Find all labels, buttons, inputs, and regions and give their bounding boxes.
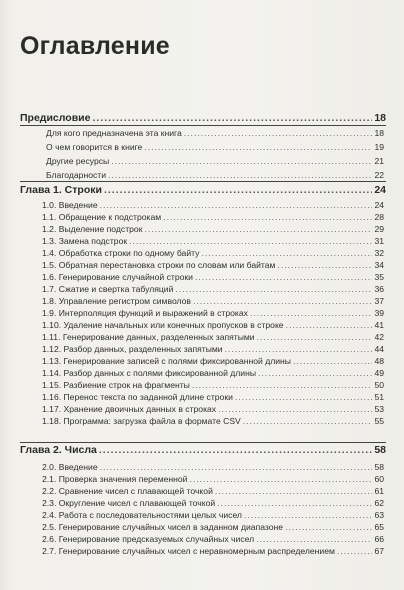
toc-entry [0, 522, 404, 532]
toc-entry [0, 224, 404, 234]
toc-entry-title: 2.0. Введение [42, 462, 98, 472]
toc-page-number: 53 [374, 404, 384, 414]
toc-entry [0, 486, 404, 496]
toc-entry [0, 332, 404, 342]
toc-entry [0, 510, 404, 520]
toc-page-number: 60 [374, 474, 384, 484]
toc-leader-dots [201, 248, 372, 258]
toc-entry-title: 2.7. Генерирование случайных чисел с неравномерным распределением [42, 546, 335, 556]
toc-entry [0, 260, 404, 270]
toc-page-number: 41 [374, 320, 384, 330]
toc-leader-dots [244, 510, 372, 520]
toc-entry [0, 474, 404, 484]
toc-leader-dots [175, 284, 372, 294]
toc-entry-title: 2.4. Работа с последовательностями целых чисел [42, 510, 242, 520]
section-rule [20, 181, 386, 182]
toc-leader-dots [293, 356, 372, 366]
toc-page-number: 22 [374, 170, 384, 180]
toc-entry-title: О чем говорится в книге [46, 142, 143, 152]
toc-leader-dots [193, 296, 372, 306]
toc-entry [0, 212, 404, 222]
toc-entry-title: 1.3. Замена подстрок [42, 236, 128, 246]
page-title: Оглавление [20, 32, 170, 60]
toc-entry-title: 1.7. Сжатие и свертка табуляций [42, 284, 174, 294]
toc-leader-dots [189, 474, 372, 484]
toc-page-number: 49 [374, 368, 384, 378]
toc-leader-dots [243, 416, 373, 426]
toc-chapter-entry [0, 184, 404, 196]
toc-entry [0, 170, 404, 180]
toc-entry-title: 1.1. Обращение к подстрокам [42, 212, 162, 222]
toc-page-number: 18 [374, 128, 384, 138]
toc-entry-title: Глава 1. Строки [20, 184, 102, 196]
section-rule [20, 125, 386, 126]
toc-page-number: 67 [374, 546, 384, 556]
toc-entry-title: Предисловие [20, 112, 91, 124]
toc-page-number: 44 [374, 344, 384, 354]
toc-leader-dots [215, 486, 373, 496]
toc-entry-title: 1.10. Удаление начальных или конечных пропусков в строке [42, 320, 284, 330]
toc-page-number: 29 [374, 224, 384, 234]
toc-entry-title: Глава 2. Числа [20, 444, 97, 456]
toc-page-number: 34 [374, 260, 384, 270]
toc-leader-dots [217, 498, 372, 508]
toc-page-number: 32 [374, 248, 384, 258]
toc-entry [0, 356, 404, 366]
toc-page-number: 63 [374, 510, 384, 520]
toc-page-number: 18 [374, 112, 386, 124]
toc-entry [0, 416, 404, 426]
toc-leader-dots [163, 212, 372, 222]
toc-leader-dots [111, 156, 372, 166]
toc-entry-title: Другие ресурсы [46, 156, 110, 166]
toc-page-number: 48 [374, 356, 384, 366]
toc-entry [0, 320, 404, 330]
toc-leader-dots [100, 200, 373, 210]
toc-entry-title: 1.4. Обработка строки по одному байту [42, 248, 200, 258]
toc-page-number: 19 [374, 142, 384, 152]
toc-entry [0, 284, 404, 294]
toc-leader-dots [100, 462, 373, 472]
toc-entry-title: 1.5. Обратная перестановка строки по словам или байтам [42, 260, 276, 270]
toc-page-number: 28 [374, 212, 384, 222]
toc-page-number: 31 [374, 236, 384, 246]
toc-page-number: 65 [374, 522, 384, 532]
toc-entry [0, 498, 404, 508]
toc-leader-dots [256, 534, 372, 544]
toc-entry-title: 2.3. Округление чисел с плавающей точкой [42, 498, 216, 508]
toc-entry [0, 308, 404, 318]
toc-entry-title: 2.1. Проверка значения переменной [42, 474, 188, 484]
toc-entry-title: 1.11. Генерирование данных, разделенных запятыми [42, 332, 255, 342]
toc-entry-title: 1.8. Управление регистром символов [42, 296, 191, 306]
toc-leader-dots [108, 170, 372, 180]
toc-entry-title: 1.14. Разбор данных с полями фиксированной длины [42, 368, 257, 378]
toc-entry-title: 1.6. Генерирование случайной строки [42, 272, 193, 282]
toc-page-number: 66 [374, 534, 384, 544]
toc-page-number: 61 [374, 486, 384, 496]
toc-entry [0, 404, 404, 414]
toc-entry-title: 1.13. Генерирование записей с полями фиксированной длины [42, 356, 291, 366]
toc-leader-dots [277, 260, 372, 270]
toc-entry-title: 1.15. Разбиение строк на фрагменты [42, 380, 190, 390]
toc-page-number: 24 [374, 200, 384, 210]
toc-entry-title: Для кого предназначена эта книга [46, 128, 182, 138]
toc-page-number: 21 [374, 156, 384, 166]
toc-chapter-entry [0, 444, 404, 456]
toc-leader-dots [337, 546, 373, 556]
toc-page-number: 62 [374, 498, 384, 508]
toc-leader-dots [285, 522, 372, 532]
toc-page-number: 36 [374, 284, 384, 294]
toc-leader-dots [184, 128, 373, 138]
toc-entry [0, 272, 404, 282]
toc-leader-dots [192, 380, 373, 390]
toc-leader-dots [258, 368, 372, 378]
toc-leader-dots [286, 320, 373, 330]
toc-entry-title: Благодарности [46, 170, 107, 180]
toc-entry [0, 392, 404, 402]
toc-page-number: 37 [374, 296, 384, 306]
toc-page-number: 55 [374, 416, 384, 426]
toc-entry [0, 142, 404, 152]
toc-entry [0, 236, 404, 246]
toc-entry-title: 1.18. Программа: загрузка файла в формате CSV [42, 416, 241, 426]
toc-entry [0, 462, 404, 472]
toc-entry [0, 200, 404, 210]
toc-entry-title: 2.6. Генерирование предсказуемых случайных чисел [42, 534, 255, 544]
toc-page-number: 58 [374, 462, 384, 472]
toc-entry [0, 128, 404, 138]
toc-page-number: 35 [374, 272, 384, 282]
toc-page-number: 50 [374, 380, 384, 390]
section-rule [20, 442, 386, 443]
toc-leader-dots [257, 332, 373, 342]
toc-entry-title: 1.9. Интерполяция функций и выражений в строках [42, 308, 248, 318]
toc-leader-dots [250, 308, 373, 318]
toc-entry-title: 2.5. Генерирование случайных чисел в заданном диапазоне [42, 522, 284, 532]
toc-leader-dots [144, 224, 372, 234]
toc-entry-title: 2.2. Сравнение чисел с плавающей точкой [42, 486, 213, 496]
toc-leader-dots [235, 392, 373, 402]
toc-leader-dots [129, 236, 372, 246]
toc-chapter-entry [0, 112, 404, 124]
toc-entry [0, 344, 404, 354]
toc-leader-dots [225, 344, 373, 354]
toc-page-number: 58 [374, 444, 386, 456]
toc-entry [0, 296, 404, 306]
toc-page-number: 42 [374, 332, 384, 342]
toc-entry [0, 546, 404, 556]
toc-entry [0, 156, 404, 166]
toc-entry [0, 368, 404, 378]
toc-page-number: 39 [374, 308, 384, 318]
toc-entry [0, 248, 404, 258]
toc-entry-title: 1.17. Хранение двоичных данных в строках [42, 404, 217, 414]
toc-leader-dots [218, 404, 372, 414]
toc-entry [0, 534, 404, 544]
toc-page-number: 24 [374, 184, 386, 196]
toc-entry-title: 1.12. Разбор данных, разделенных запятыми [42, 344, 223, 354]
toc-entry [0, 380, 404, 390]
toc-leader-dots [104, 184, 372, 196]
toc-leader-dots [195, 272, 373, 282]
toc-entry-title: 1.16. Перенос текста по заданной длине строки [42, 392, 233, 402]
toc-page-number: 51 [374, 392, 384, 402]
toc-entry-title: 1.0. Введение [42, 200, 98, 210]
toc-leader-dots [99, 444, 372, 456]
toc-leader-dots [144, 142, 372, 152]
toc-leader-dots [92, 112, 372, 124]
toc-entry-title: 1.2. Выделение подстрок [42, 224, 143, 234]
